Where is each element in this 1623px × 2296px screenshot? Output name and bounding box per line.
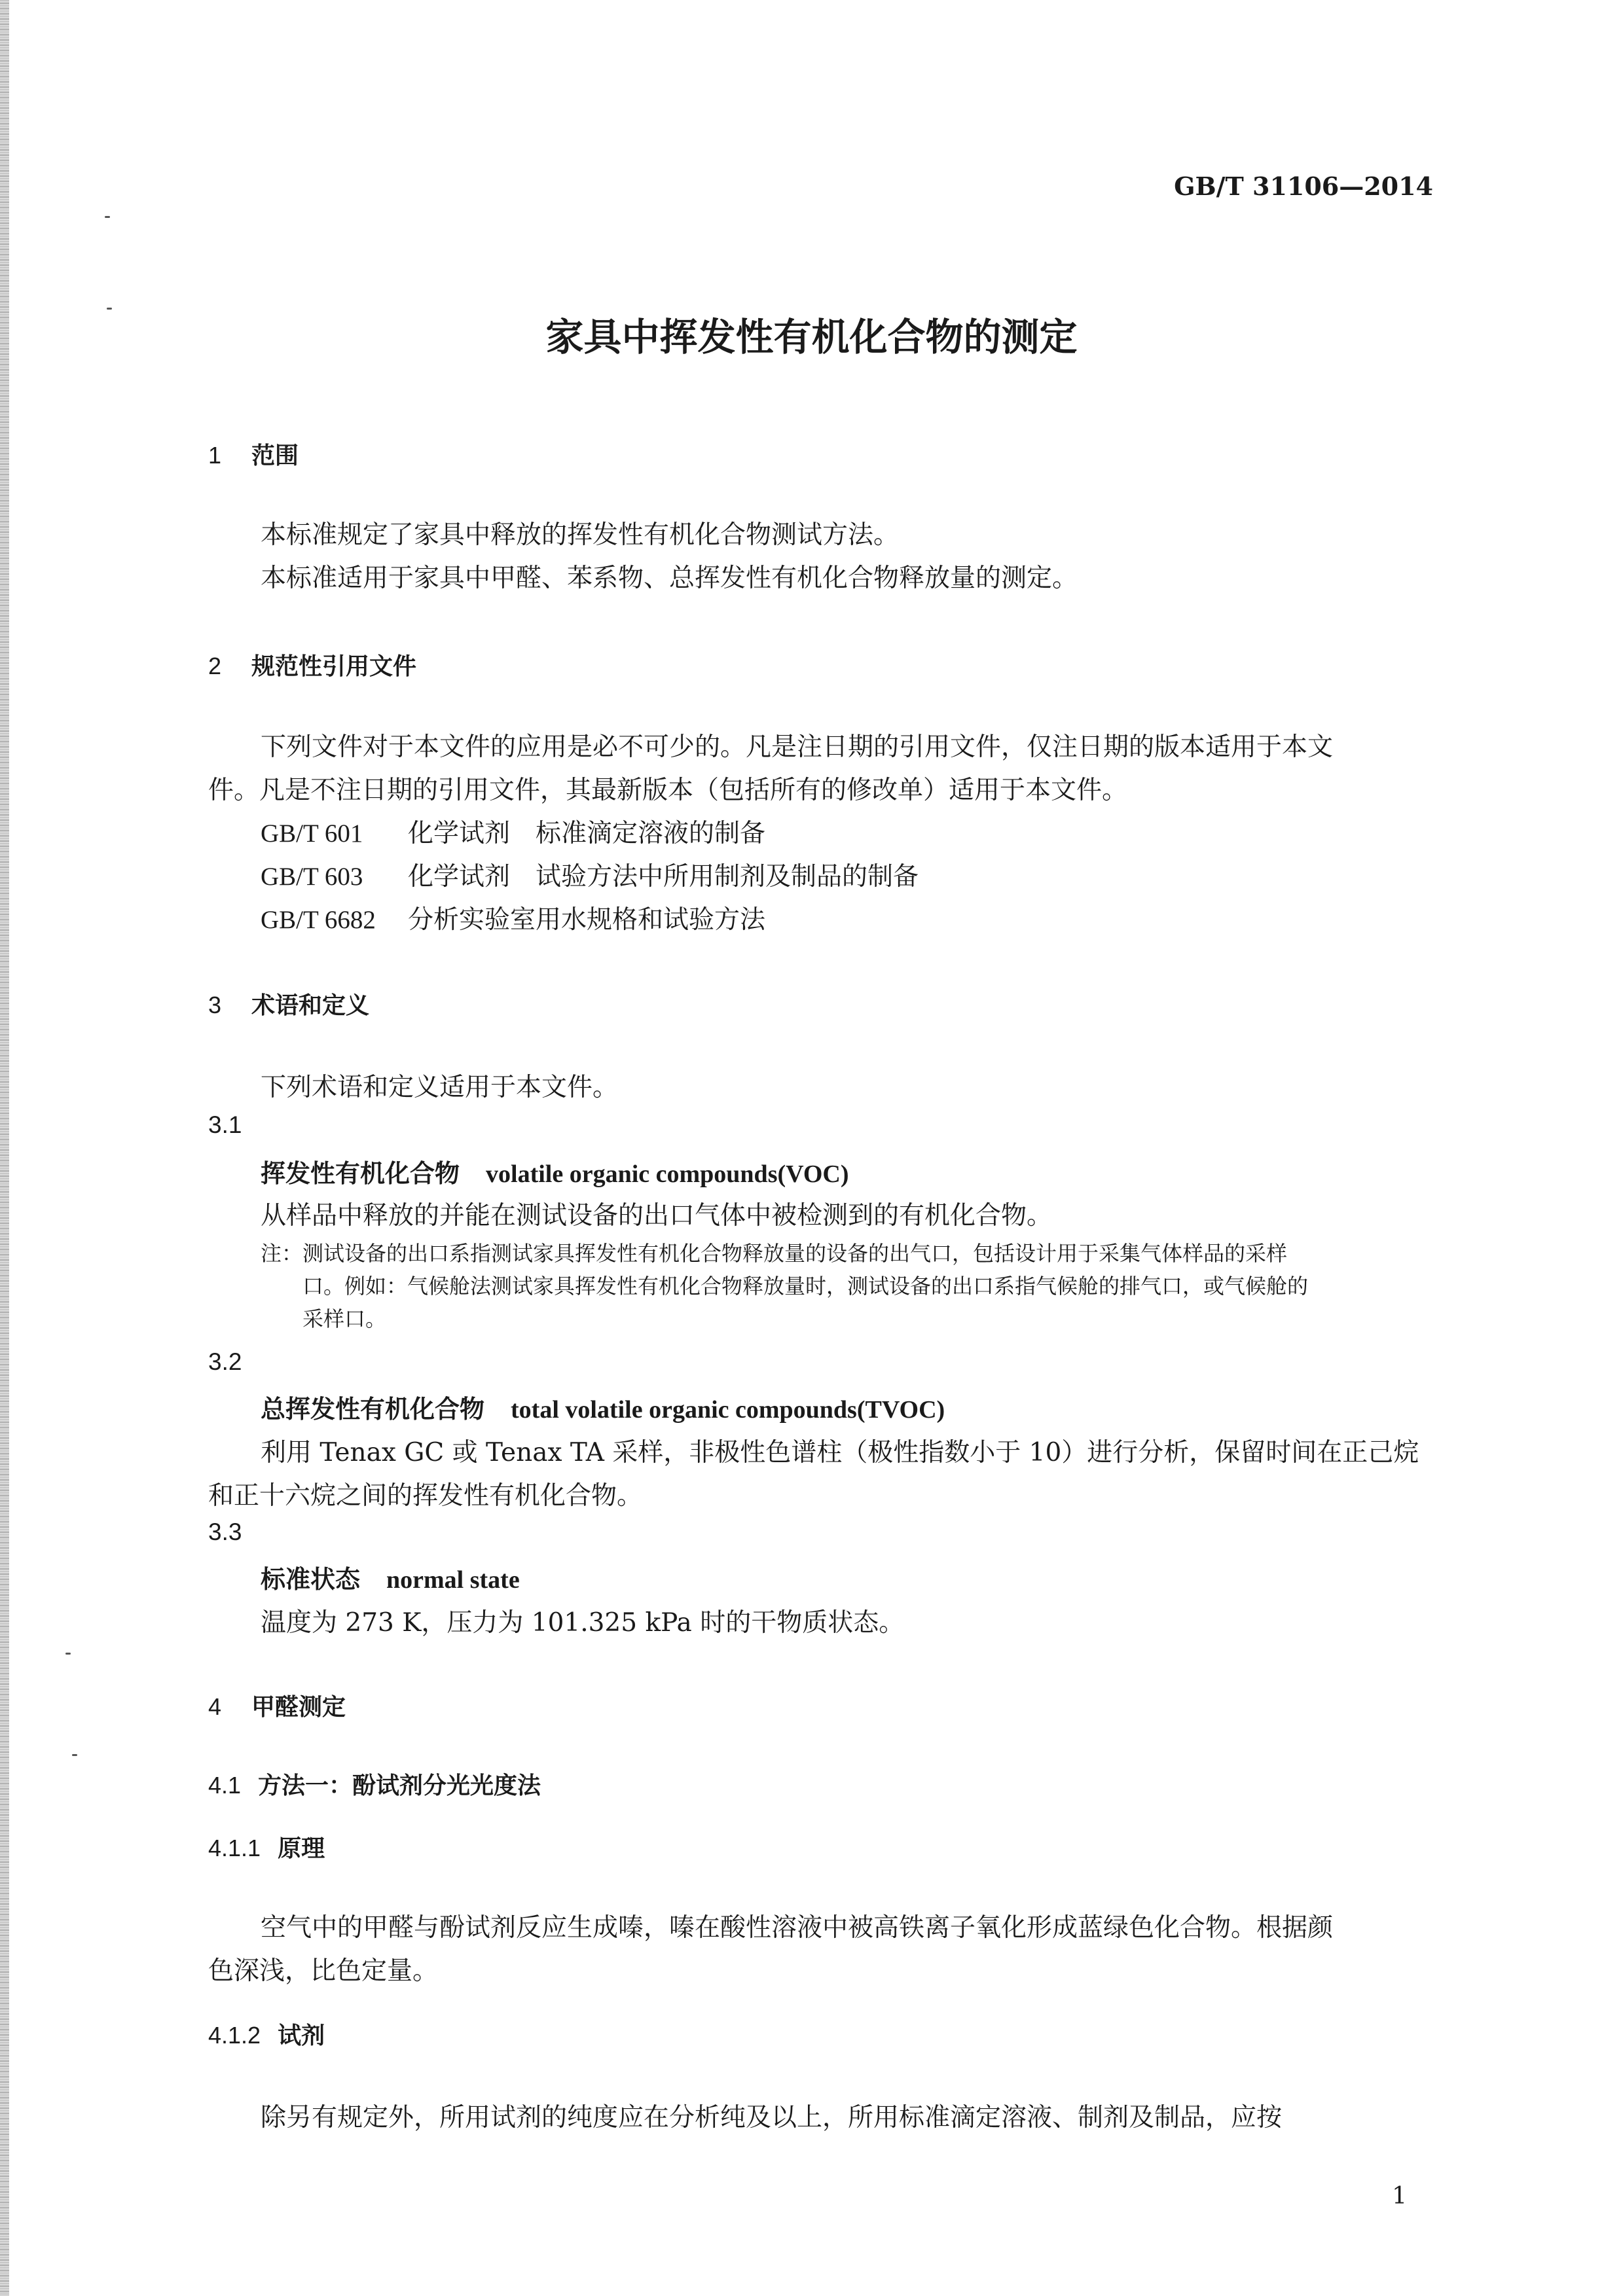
clause-number: 3.2 (208, 1348, 242, 1375)
section-1-heading (208, 437, 299, 471)
subsection-title: 原理 (278, 1835, 325, 1862)
section-number: 1 (208, 442, 222, 469)
scan-speck (105, 216, 110, 218)
subsection-4-1-heading (208, 1767, 541, 1801)
page-number: 1 (1392, 2183, 1407, 2210)
subsection-4-1-1-heading (208, 1830, 325, 1863)
term-entry (261, 1559, 520, 1595)
paragraph: 色深浅，比色定量。 (208, 1956, 439, 1986)
clause-number: 3.1 (208, 1111, 242, 1138)
section-number: 2 (208, 653, 222, 679)
scan-speck (65, 1653, 71, 1655)
section-title: 范围 (251, 442, 299, 469)
reference-code: GB/T 601 (261, 819, 363, 848)
reference-code: GB/T 603 (261, 863, 363, 891)
term-en: normal state (386, 1566, 520, 1594)
term-en: volatile organic compounds(VOC) (486, 1160, 849, 1188)
note-text: 注：测试设备的出口系指测试家具挥发性有机化合物释放量的设备的出气口，包括设计用于采集气体样品的采样 (261, 1241, 1288, 1266)
note-text: 口。例如：气候舱法测试家具挥发性有机化合物释放量时，测试设备的出口系指气候舱的排气口，或气候舱的 (302, 1274, 1309, 1299)
document-title: 家具中挥发性有机化合物的测定 (545, 315, 1078, 359)
section-title: 规范性引用文件 (251, 653, 417, 680)
term-zh: 标准状态 (261, 1564, 361, 1594)
clause-number: 3.3 (208, 1518, 242, 1545)
section-3-heading (208, 987, 369, 1020)
subsection-number: 4.1.2 (208, 2022, 261, 2049)
reference-item (261, 813, 765, 850)
subsection-number: 4.1 (208, 1772, 242, 1799)
reference-title: 分析实验室用水规格和试验方法 (408, 905, 766, 935)
subsection-4-1-2-heading (208, 2017, 325, 2051)
section-4-heading (208, 1689, 346, 1722)
paragraph: 空气中的甲醛与酚试剂反应生成嗪，嗪在酸性溶液中被高铁离子氧化形成蓝绿色化合物。根据颜 (261, 1913, 1334, 1943)
scan-speck (72, 1754, 77, 1756)
term-definition: 利用 Tenax GC 或 Tenax TA 采样，非极性色谱柱（极性指数小于 10）进行分析，保留时间在正己烷 (261, 1438, 1419, 1467)
term-zh: 总挥发性有机化合物 (261, 1394, 485, 1424)
term-zh: 挥发性有机化合物 (261, 1158, 460, 1188)
reference-item (261, 899, 765, 936)
term-entry (261, 1153, 848, 1189)
subsection-number: 4.1.1 (208, 1835, 261, 1861)
term-definition: 和正十六烷之间的挥发性有机化合物。 (208, 1481, 643, 1511)
term-definition: 从样品中释放的并能在测试设备的出口气体中被检测到的有机化合物。 (261, 1201, 1053, 1230)
term-entry (261, 1389, 945, 1425)
section-title: 甲醛测定 (251, 1694, 346, 1721)
term-definition: 温度为 273 K，压力为 101.325 kPa 时的干物质状态。 (261, 1608, 905, 1638)
subsection-title: 方法一：酚试剂分光光度法 (258, 1772, 541, 1799)
paragraph: 下列文件对于本文件的应用是必不可少的。凡是注日期的引用文件，仅注日期的版本适用于本文 (261, 732, 1334, 762)
section-2-heading (208, 648, 416, 681)
reference-item (261, 856, 919, 893)
paragraph: 本标准规定了家具中释放的挥发性有机化合物测试方法。 (261, 520, 900, 550)
term-en: total volatile organic compounds(TVOC) (511, 1396, 945, 1424)
paragraph: 本标准适用于家具中甲醛、苯系物、总挥发性有机化合物释放量的测定。 (261, 564, 1078, 593)
paragraph: 下列术语和定义适用于本文件。 (261, 1073, 619, 1102)
section-number: 4 (208, 1693, 222, 1720)
paragraph: 除另有规定外，所用试剂的纯度应在分析纯及以上，所用标准滴定溶液、制剂及制品，应按 (261, 2103, 1283, 2132)
subsection-title: 试剂 (278, 2022, 325, 2049)
standard-number: GB/T 31106—2014 (1174, 171, 1433, 201)
section-number: 3 (208, 992, 222, 1018)
note-text: 采样口。 (302, 1306, 387, 1331)
paragraph: 件。凡是不注日期的引用文件，其最新版本（包括所有的修改单）适用于本文件。 (208, 776, 1128, 805)
reference-title: 化学试剂 试验方法中所用制剂及制品的制备 (408, 862, 919, 891)
reference-code: GB/T 6682 (261, 906, 376, 934)
section-title: 术语和定义 (251, 992, 370, 1019)
reference-title: 化学试剂 标准滴定溶液的制备 (408, 819, 766, 848)
